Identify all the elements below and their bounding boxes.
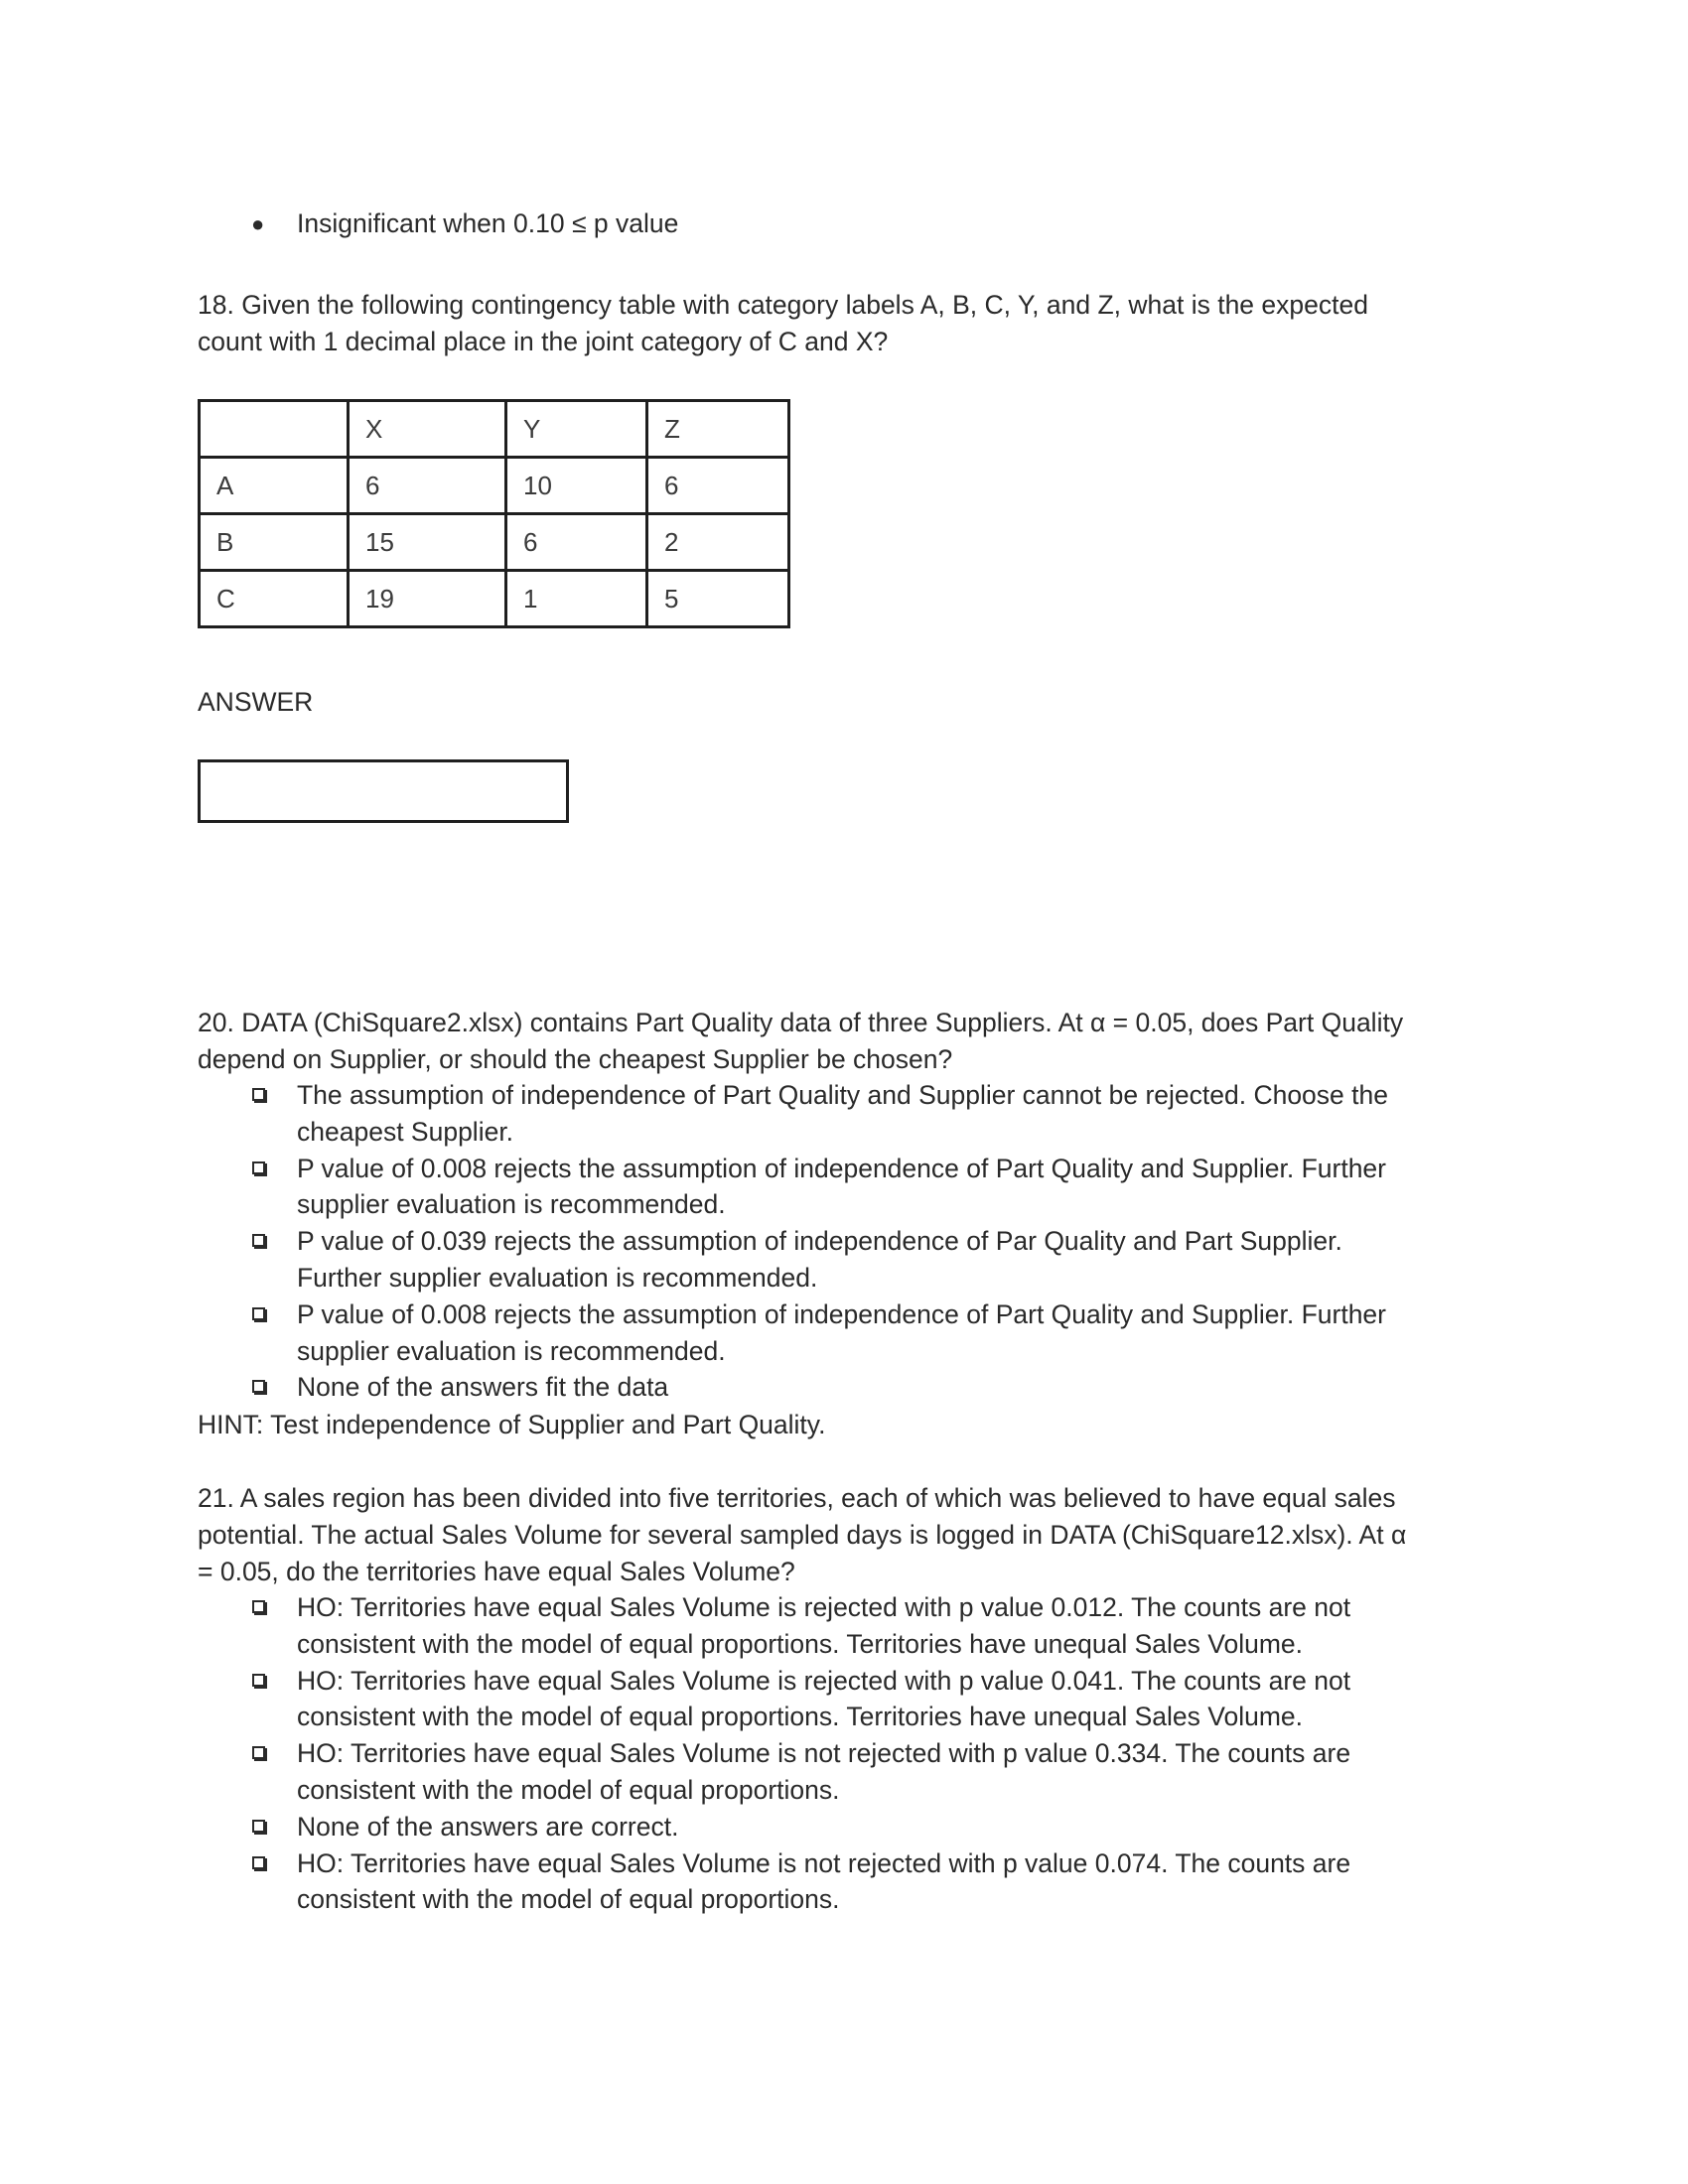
table-cell: 15 (349, 514, 506, 571)
answer-option[interactable] (250, 1589, 1491, 1663)
table-cell: Y (506, 401, 647, 458)
option-line: The assumption of independence of Part Quality and Supplier cannot be rejected. Choose the (297, 1080, 1388, 1110)
answer-option[interactable] (250, 1077, 1491, 1151)
option-line: P value of 0.008 rejects the assumption of independence of Part Quality and Supplier. Further (297, 1298, 1386, 1329)
question-20-options (250, 1077, 1491, 1406)
answer-label: ANSWER (198, 687, 314, 717)
contingency-table (198, 399, 790, 628)
table-cell (200, 401, 349, 458)
table-cell: B (200, 514, 349, 571)
answer-input-box[interactable] (198, 759, 569, 823)
question-20-text (198, 1005, 1488, 1078)
hint-text: HINT: Test independence of Supplier and Part Quality. (198, 1410, 826, 1439)
table-cell: 6 (349, 458, 506, 514)
table-cell: 6 (506, 514, 647, 571)
checkbox-icon[interactable] (252, 1820, 265, 1833)
option-line: consistent with the model of equal proportions. (297, 1774, 840, 1805)
checkbox-icon[interactable] (252, 1307, 265, 1320)
table-cell: 2 (647, 514, 789, 571)
answer-option[interactable] (250, 1735, 1491, 1809)
answer-option[interactable] (250, 1369, 1491, 1406)
table-cell: Z (647, 401, 789, 458)
checkbox-icon[interactable] (252, 1380, 265, 1393)
checkbox-icon[interactable] (252, 1234, 265, 1247)
question-line: potential. The actual Sales Volume for several sampled days is logged in DATA (ChiSquare12.xlsx). At α (198, 1519, 1407, 1550)
table-row (200, 458, 789, 514)
table-header-row (200, 401, 789, 458)
table-cell: 10 (506, 458, 647, 514)
table-cell: A (200, 458, 349, 514)
answer-option[interactable] (250, 1663, 1491, 1736)
table-cell: 19 (349, 571, 506, 627)
checkbox-icon[interactable] (252, 1674, 265, 1687)
option-line: cheapest Supplier. (297, 1116, 514, 1147)
table-cell: 6 (647, 458, 789, 514)
option-line: consistent with the model of equal proportions. Territories have unequal Sales Volume. (297, 1628, 1303, 1659)
checkbox-icon[interactable] (252, 1600, 265, 1613)
answer-option[interactable] (250, 1809, 1491, 1845)
table-cell: X (349, 401, 506, 458)
table-cell: C (200, 571, 349, 627)
question-18-text (198, 287, 1488, 360)
question-line: 18. Given the following contingency table with category labels A, B, C, Y, and Z, what is the expected (198, 290, 1368, 320)
answer-option[interactable] (250, 1845, 1491, 1919)
option-line: HO: Territories have equal Sales Volume is not rejected with p value 0.074. The counts are (297, 1847, 1351, 1878)
checkbox-icon[interactable] (252, 1161, 265, 1174)
checkbox-icon[interactable] (252, 1746, 265, 1759)
option-line: consistent with the model of equal proportions. Territories have unequal Sales Volume. (297, 1702, 1303, 1732)
question-21-text (198, 1480, 1488, 1589)
option-line: HO: Territories have equal Sales Volume is rejected with p value 0.041. The counts are not (297, 1665, 1351, 1696)
checkbox-icon[interactable] (252, 1856, 265, 1869)
option-line: None of the answers fit the data (297, 1372, 669, 1403)
option-line: HO: Territories have equal Sales Volume is rejected with p value 0.012. The counts are not (297, 1592, 1351, 1622)
bullet-text: Insignificant when 0.10 ≤ p value (297, 208, 679, 238)
question-line: depend on Supplier, or should the cheapest Supplier be chosen? (198, 1043, 953, 1074)
question-line: count with 1 decimal place in the joint category of C and X? (198, 326, 889, 356)
question-line: = 0.05, do the territories have equal Sales Volume? (198, 1556, 795, 1586)
option-line: P value of 0.008 rejects the assumption of independence of Part Quality and Supplier. Further (297, 1153, 1386, 1183)
option-line: supplier evaluation is recommended. (297, 1335, 726, 1366)
bullet-dot-icon: ● (251, 211, 265, 236)
question-21-options (250, 1589, 1491, 1918)
table-cell: 5 (647, 571, 789, 627)
answer-option[interactable] (250, 1297, 1491, 1370)
option-line: consistent with the model of equal proportions. (297, 1884, 840, 1915)
option-line: HO: Territories have equal Sales Volume is not rejected with p value 0.334. The counts are (297, 1738, 1351, 1769)
table-row (200, 571, 789, 627)
option-line: P value of 0.039 rejects the assumption of independence of Par Quality and Part Supplier. (297, 1226, 1342, 1257)
answer-option[interactable] (250, 1151, 1491, 1224)
answer-option[interactable] (250, 1223, 1491, 1297)
table-row (200, 514, 789, 571)
option-line: supplier evaluation is recommended. (297, 1189, 726, 1220)
option-line: Further supplier evaluation is recommended. (297, 1262, 818, 1293)
option-line: None of the answers are correct. (297, 1811, 679, 1842)
table-cell: 1 (506, 571, 647, 627)
question-line: 21. A sales region has been divided into five territories, each of which was believed to have equal sales (198, 1483, 1396, 1513)
question-line: 20. DATA (ChiSquare2.xlsx) contains Part Quality data of three Suppliers. At α = 0.05, does Part Quality (198, 1008, 1404, 1037)
checkbox-icon[interactable] (252, 1088, 265, 1101)
